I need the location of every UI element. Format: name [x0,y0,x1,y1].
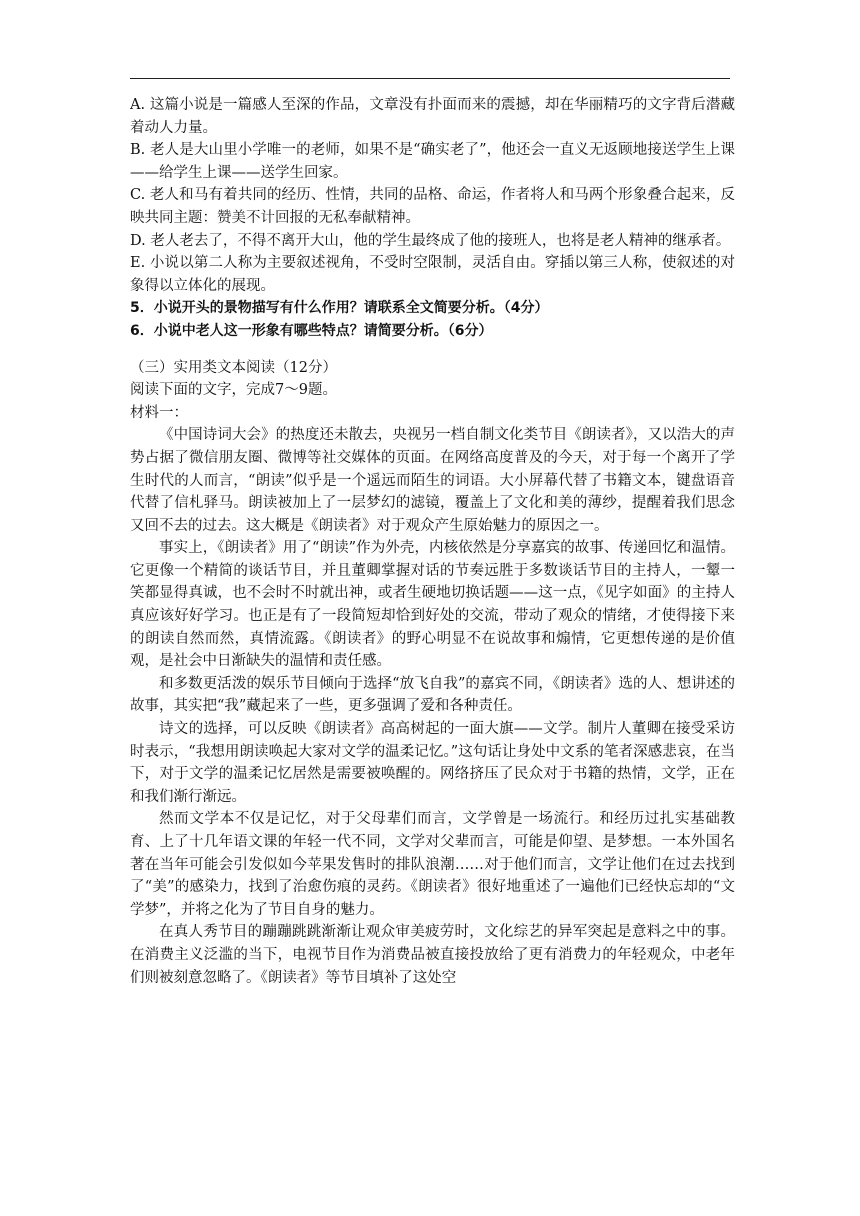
header-rule [130,78,730,79]
option-d: D. 老人老去了，不得不离开大山，他的学生最终成了他的接班人，也将是老人精神的继承者。 [130,232,731,249]
paragraph-6: 在真人秀节目的蹦蹦跳跳渐渐让观众审美疲劳时，文化综艺的异军突起是意料之中的事。在消费主义泛滥的当下，电视节目作为消费品被直接投放给了更有消费力的年轻观众，中老年们则被刻意忽略了。《朗读者》等节目填补了这处空 [130,924,735,986]
material-label: 材料一： [130,404,188,421]
paragraph-5: 然而文学本不仅是记忆，对于父母辈们而言，文学曾是一场流行。和经历过扎实基础教育、上了十几年语文课的年轻一代不同，文学对父辈而言，可能是仰望、是梦想。一本外国名著在当年可能会引发似如今苹果发售时的排队浪潮……对于他们而言，文学让他们在过去找到了“美”的感染力，找到了治愈伤痕的灵药。《朗读者》很好地重述了一遍他们已经快忘却的“文学梦”，并将之化为了节目自身的魅力。 [130,811,735,918]
page-content [130,94,735,989]
section-title: （三）实用类文本阅读（12分） [130,359,337,376]
paragraph-3: 和多数更活泼的娱乐节目倾向于选择“放飞自我”的嘉宾不同，《朗读者》选的人、想讲述的故事，其实把“我”藏起来了一些，更多强调了爱和各种责任。 [130,675,735,715]
option-b: B. 老人是大山里小学唯一的老师，如果不是“确实老了”，他还会一直义无返顾地接送学生上课——给学生上课——送学生回家。 [130,142,735,181]
paragraph-4: 诗文的选择，可以反映《朗读者》高高树起的一面大旗——文学。制片人董卿在接受采访时表示，“我想用朗读唤起大家对文学的温柔记忆。”这句话让身处中文系的笔者深感悲哀，在当下，对于文学的温柔记忆居然是需要被唤醒的。网络挤压了民众对于书籍的热情，文学，正在和我们渐行渐远。 [130,721,735,805]
option-a: A. 这篇小说是一篇感人至深的作品，文章没有扑面而来的震撼，却在华丽精巧的文字背后潜藏着动人力量。 [130,97,735,136]
paragraph-1: 《中国诗词大会》的热度还未散去，央视另一档自制文化类节目《朗读者》，又以浩大的声势占据了微信朋友圈、微博等社交媒体的页面。在网络高度普及的今天，对于每一个离开了学生时代的人而言，“朗读”似乎是一个遥远而陌生的词语。大小屏幕代替了书籍文本，键盘语音代替了信札驿马。朗读被加上了一层梦幻的滤镜，覆盖上了文化和美的薄纱，提醒着我们思念又回不去的过去。这大概是《朗读者》对于观众产生原始魅力的原因之一。 [130,427,735,534]
paragraph-2: 事实上，《朗读者》用了“朗读”作为外壳，内核依然是分享嘉宾的故事、传递回忆和温情。它更像一个精简的谈话节目，并且董卿掌握对话的节奏远胜于多数谈话节目的主持人，一颦一笑都显得真诚，也不会时不时就出神，或者生硬地切换话题——这一点，《见字如面》的主持人真应该好好学习。也正是有了一段简短却恰到好处的交流，带动了观众的情绪，才使得接下来的朗读自然而然，真情流露。《朗读者》的野心明显不在说故事和煽情，它更想传递的是价值观，是社会中日渐缺失的温情和责任感。 [130,540,735,670]
option-c: C. 老人和马有着共同的经历、性情，共同的品格、命运，作者将人和马两个形象叠合起来，反映共同主题：赞美不计回报的无私奉献精神。 [130,187,735,226]
question-6: 6．小说中老人这一形象有哪些特点？请简要分析。（6分） [130,322,493,339]
question-5: 5．小说开头的景物描写有什么作用？请联系全文简要分析。（4分） [130,300,549,317]
option-e: E. 小说以第二人称为主要叙述视角，不受时空限制，灵活自由。穿插以第三人称，使叙述的对象得以立体化的展现。 [130,255,735,294]
instruction: 阅读下面的文字，完成7～9题。 [130,382,337,399]
